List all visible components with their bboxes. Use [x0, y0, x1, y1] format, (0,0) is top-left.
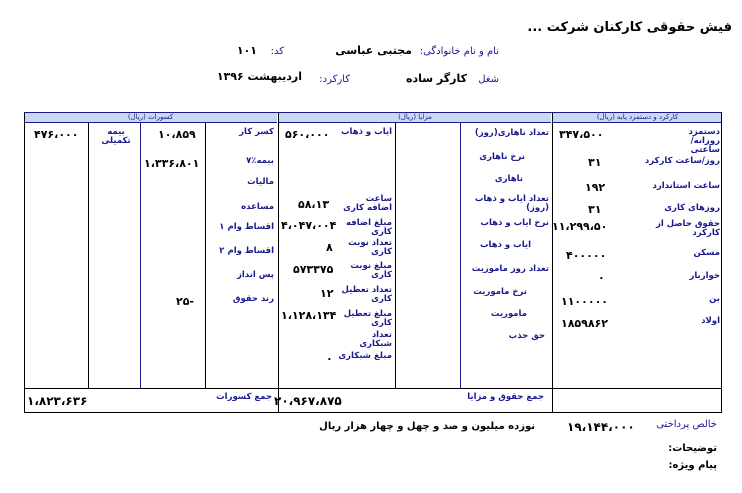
work-label-0: دستمزد روزانه/ساعتی: [688, 127, 720, 155]
deduction-label-2: مالیات: [247, 177, 274, 187]
work-label-7: بن: [709, 294, 720, 304]
benefit-label-2: ناهاری: [494, 174, 523, 184]
divider-deductions: [278, 113, 279, 413]
deduction-label-4: اقساط وام ۱: [219, 222, 274, 232]
benefit-item-label-6: مبلغ تعطیل کاری: [343, 309, 392, 328]
benefit-label-0: تعداد ناهاری(روز): [474, 128, 549, 138]
work-label-5: مسکن: [693, 248, 720, 258]
work-label-4: حقوق حاصل از کارکرد: [655, 219, 720, 238]
benefit-item-label-5: تعداد تعطیل کاری: [341, 285, 392, 304]
work-value-1: ۳۱: [588, 156, 602, 169]
benefit-item-label-7: تعداد شبکاری: [359, 330, 392, 349]
supplementary-value: ۴۷۶،۰۰۰: [34, 128, 79, 141]
section-benefits-header: مزایا (ریال): [279, 113, 551, 123]
benefit-label-9: حق جذب: [508, 331, 545, 341]
workplace-value: اردیبهشت ۱۳۹۶: [216, 70, 302, 83]
total-benefits-label: جمع حقوق و مزایا: [467, 392, 544, 402]
deduction-label-6: پس انداز: [237, 270, 274, 280]
deduction-label-1: بیمه٪۷: [246, 156, 274, 166]
work-value-2: ۱۹۲: [585, 181, 606, 194]
benefit-item-label-8: مبلغ شبکاری: [338, 351, 392, 361]
divider-benefit-labels: [460, 122, 461, 388]
benefit-item-value-5: ۱۲: [320, 287, 334, 300]
benefit-item-label-3: تعداد نوبت کاری: [348, 238, 392, 257]
benefit-item-value-1: ۵۸،۱۳: [298, 198, 330, 211]
divider-supplementary: [140, 122, 141, 388]
benefit-label-1: نرخ ناهاری: [479, 152, 525, 162]
benefit-item-value-8: ۰: [326, 352, 333, 365]
work-label-3: روزهای کاری: [664, 203, 720, 213]
benefit-label-5: ایاب و ذهاب: [479, 240, 531, 250]
benefit-item-value-0: ۵۶۰،۰۰۰: [285, 128, 330, 141]
work-label-6: خواربار: [689, 271, 720, 281]
benefit-item-label-2: مبلغ اضافه کاری: [345, 218, 392, 237]
benefit-item-label-1: ساعت اضافه کاری: [343, 194, 392, 213]
benefit-label-3: تعداد ایاب و ذهاب (روز): [474, 194, 549, 213]
totals-top-border: [24, 388, 722, 389]
total-deductions-label: جمع کسورات: [216, 392, 272, 402]
divider-work: [552, 113, 553, 413]
workplace-label: کارکرد:: [319, 74, 350, 85]
benefit-item-label-4: مبلغ نوبت کاری: [350, 261, 392, 280]
work-value-4: ۱۱،۲۹۹،۵۰: [552, 220, 608, 233]
work-value-7: ۱۱۰۰۰۰۰: [561, 295, 608, 308]
deduction-value-1: ۱،۳۳۶،۸۰۱: [144, 157, 200, 170]
divider-deduction-values: [205, 122, 206, 388]
benefit-item-value-3: ۸: [326, 241, 333, 254]
divider-benefit-values: [395, 122, 396, 388]
benefit-item-value-6: ۱،۱۲۸،۱۳۴: [281, 309, 337, 322]
table-bottom-border: [24, 412, 722, 413]
deduction-label-0: کسر کار: [239, 127, 274, 137]
section-deductions-header: کسورات (ریال): [24, 113, 277, 123]
benefit-label-4: نرخ ایاب و ذهاب: [480, 218, 549, 228]
notes-label: توضیحات:: [668, 443, 717, 454]
job-label: شغل: [478, 74, 499, 85]
total-deductions-value: ۱،۸۲۳،۶۳۶: [27, 394, 88, 408]
supplementary-label: بیمه تکمیلی: [101, 127, 131, 146]
net-pay-label: خالص پرداختی: [656, 419, 717, 430]
message-label: پیام ویژه:: [668, 460, 717, 471]
work-label-8: اولاد: [701, 316, 720, 326]
deduction-label-7: رند حقوق: [232, 294, 274, 304]
deduction-value-0: ۱۰،۸۵۹: [158, 128, 196, 141]
net-pay-value: ۱۹،۱۴۴،۰۰۰: [567, 420, 635, 434]
benefit-label-6: تعداد روز ماموریت: [471, 264, 549, 274]
name-label: نام و نام خانوادگی:: [419, 46, 499, 57]
divider-supplementary-values: [88, 122, 89, 388]
benefit-item-value-2: ۴،۰۴۷،۰۰۴: [281, 219, 337, 232]
page-title: فیش حقوقی کارکنان شرکت ...: [527, 20, 732, 35]
work-label-1: روز/ساعت کارکرد: [644, 156, 720, 166]
name-value: مجتبی عباسی: [335, 44, 412, 57]
work-value-8: ۱۸۵۹۸۶۲: [561, 317, 608, 330]
deduction-label-5: اقساط وام ۲: [219, 246, 274, 256]
table-right-border: [721, 113, 722, 413]
job-value: کارگر ساده: [405, 72, 467, 85]
work-value-6: ۰: [598, 271, 605, 284]
deduction-label-3: مساعده: [241, 202, 274, 212]
total-benefits-value: ۲۰،۹۶۷،۸۷۵: [274, 394, 342, 408]
work-value-5: ۴۰۰۰۰۰: [566, 249, 607, 262]
section-work-header: کارکرد و دستمزد پایه (ریال): [553, 113, 722, 123]
code-label: کد:: [270, 46, 284, 57]
work-label-2: ساعت استاندارد: [652, 181, 720, 191]
deduction-value-7: ۲۵-: [176, 295, 194, 308]
benefit-item-value-4: ۵۷۳۳۷۵: [293, 263, 334, 276]
benefit-item-label-0: ایاب و ذهاب: [340, 127, 392, 137]
code-value: ۱۰۱: [236, 44, 257, 57]
net-pay-words: نوزده میلیون و صد و چهل و چهار هزار ریال: [319, 421, 535, 432]
work-value-3: ۳۱: [588, 203, 602, 216]
benefit-label-7: نرخ ماموریت: [473, 287, 527, 297]
benefit-label-8: ماموریت: [490, 309, 527, 319]
table-left-border: [24, 113, 25, 413]
work-value-0: ۳۴۷،۵۰۰: [559, 128, 604, 141]
